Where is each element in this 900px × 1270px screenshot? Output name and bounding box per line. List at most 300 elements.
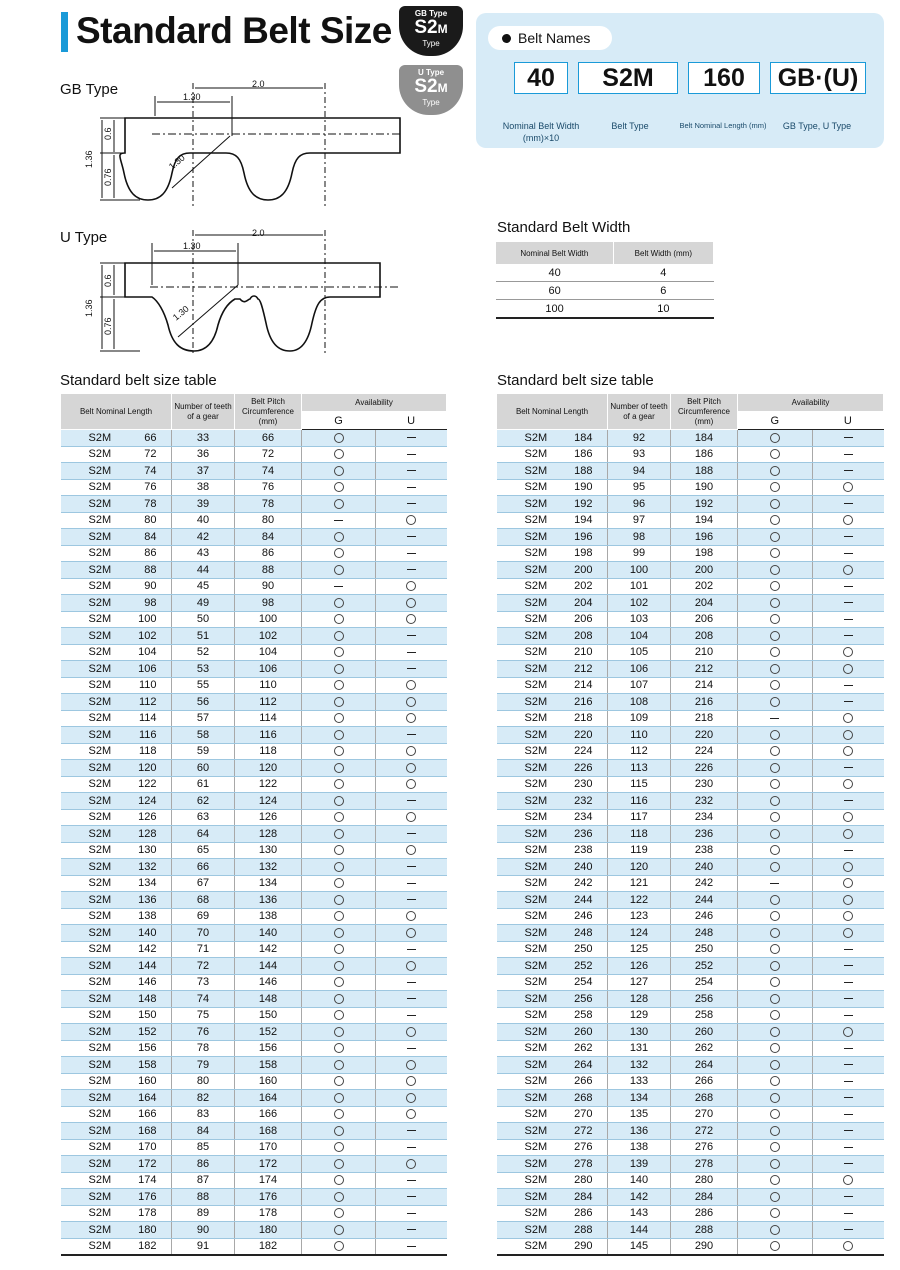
availability-u (376, 1123, 447, 1140)
belt-prefix: S2M (88, 464, 112, 477)
belt-length: 140 (138, 926, 157, 939)
availability-g (738, 644, 813, 661)
belt-length: 270 (574, 1108, 593, 1121)
unavailable-dash-icon (407, 800, 416, 801)
belt-length: 218 (574, 712, 593, 725)
available-circle-icon (770, 812, 780, 822)
pitch-circumference: 98 (235, 595, 302, 612)
available-circle-icon (770, 515, 780, 525)
pitch-circumference: 122 (235, 776, 302, 793)
available-circle-icon (770, 1126, 780, 1136)
availability-u (812, 743, 883, 760)
availability-g (738, 1139, 813, 1156)
table-row (61, 661, 447, 678)
belt-prefix: S2M (524, 761, 548, 774)
teeth-count: 95 (608, 479, 671, 496)
availability-u (376, 776, 447, 793)
pitch-circumference: 264 (671, 1057, 738, 1074)
availability-g (738, 430, 813, 447)
available-circle-icon (334, 664, 344, 674)
availability-u (376, 1040, 447, 1057)
belt-length: 180 (138, 1223, 157, 1236)
belt-names-text: Belt Names (518, 30, 591, 46)
available-circle-icon (334, 1060, 344, 1070)
belt-length: 198 (574, 547, 593, 560)
available-circle-icon (843, 746, 853, 756)
belt-length: 146 (138, 976, 157, 989)
pitch-circumference: 188 (671, 463, 738, 480)
table-row (496, 264, 714, 282)
teeth-count: 33 (172, 430, 235, 447)
availability-g (302, 776, 376, 793)
unavailable-dash-icon (844, 503, 853, 504)
unavailable-dash-icon (844, 1130, 853, 1131)
code-variant: GB·(U) (770, 62, 866, 94)
pitch-circumference: 116 (235, 727, 302, 744)
availability-g (738, 1123, 813, 1140)
teeth-count: 110 (608, 727, 671, 744)
availability-u (376, 661, 447, 678)
caption-type: Belt Type (611, 121, 649, 131)
belt-prefix: S2M (524, 646, 548, 659)
pitch-circumference: 262 (671, 1040, 738, 1057)
belt-prefix: S2M (524, 695, 548, 708)
belt-length: 196 (574, 530, 593, 543)
table-row (497, 958, 884, 975)
available-circle-icon (770, 433, 780, 443)
availability-u (376, 710, 447, 727)
availability-g (302, 1007, 376, 1024)
availability-g (302, 727, 376, 744)
pitch-circumference: 84 (235, 529, 302, 546)
table-row (497, 1106, 884, 1123)
caption-length: Belt Nominal Length (mm) (679, 121, 767, 130)
belt-prefix: S2M (88, 860, 112, 873)
available-circle-icon (770, 1076, 780, 1086)
table-row (61, 628, 447, 645)
belt-length: 202 (574, 580, 593, 593)
table-row (497, 1073, 884, 1090)
unavailable-dash-icon (844, 586, 853, 587)
availability-u (376, 826, 447, 843)
belt-length: 98 (144, 596, 157, 609)
unavailable-dash-icon (407, 899, 416, 900)
table-row (61, 545, 447, 562)
teeth-count: 115 (608, 776, 671, 793)
unavailable-dash-icon (844, 470, 853, 471)
availability-u (376, 743, 447, 760)
availability-u (376, 479, 447, 496)
available-circle-icon (843, 647, 853, 657)
available-circle-icon (334, 713, 344, 723)
availability-u (812, 974, 883, 991)
belt-prefix: S2M (524, 778, 548, 791)
table-row (61, 430, 447, 447)
belt-prefix: S2M (524, 1124, 548, 1137)
available-circle-icon (334, 1192, 344, 1202)
available-circle-icon (843, 515, 853, 525)
table-row (497, 644, 884, 661)
unavailable-dash-icon (407, 949, 416, 950)
teeth-count: 127 (608, 974, 671, 991)
table-row (497, 974, 884, 991)
availability-g (738, 1024, 813, 1041)
belt-prefix: S2M (524, 992, 548, 1005)
table-row (497, 859, 884, 876)
teeth-count: 36 (172, 446, 235, 463)
pitch-circumference: 174 (235, 1172, 302, 1189)
table-row (497, 677, 884, 694)
table-row (61, 1238, 447, 1255)
belt-length: 184 (574, 431, 593, 444)
belt-length: 164 (138, 1091, 157, 1104)
available-circle-icon (770, 1175, 780, 1185)
table-row (497, 875, 884, 892)
availability-u (812, 595, 883, 612)
belt-length: 88 (144, 563, 157, 576)
availability-u (812, 710, 883, 727)
belt-prefix: S2M (524, 679, 548, 692)
teeth-count: 84 (172, 1123, 235, 1140)
availability-u (812, 809, 883, 826)
availability-g (738, 793, 813, 810)
available-circle-icon (334, 779, 344, 789)
belt-prefix: S2M (88, 448, 112, 461)
belt-prefix: S2M (88, 1124, 112, 1137)
teeth-count: 99 (608, 545, 671, 562)
availability-u (812, 496, 883, 513)
availability-g (738, 859, 813, 876)
teeth-count: 80 (172, 1073, 235, 1090)
unavailable-dash-icon (844, 1081, 853, 1082)
table-row (61, 1057, 447, 1074)
belt-prefix: S2M (88, 877, 112, 890)
availability-u (812, 925, 883, 942)
table-row (61, 595, 447, 612)
available-circle-icon (843, 928, 853, 938)
unavailable-dash-icon (407, 569, 416, 570)
availability-u (376, 562, 447, 579)
pitch-circumference: 288 (671, 1222, 738, 1239)
availability-u (376, 1238, 447, 1255)
belt-length: 148 (138, 992, 157, 1005)
table-row (497, 710, 884, 727)
availability-u (812, 859, 883, 876)
unavailable-dash-icon (407, 1180, 416, 1181)
available-circle-icon (406, 515, 416, 525)
teeth-count: 71 (172, 941, 235, 958)
belt-length: 168 (138, 1124, 157, 1137)
availability-g (302, 875, 376, 892)
unavailable-dash-icon (844, 1097, 853, 1098)
availability-g (738, 562, 813, 579)
table-row (61, 1172, 447, 1189)
belt-length: 242 (574, 877, 593, 890)
belt-prefix: S2M (524, 811, 548, 824)
availability-g (302, 958, 376, 975)
available-circle-icon (334, 433, 344, 443)
pitch-circumference: 256 (671, 991, 738, 1008)
u-dim-bottom: 0.76 (103, 317, 113, 335)
teeth-count: 52 (172, 644, 235, 661)
teeth-count: 56 (172, 694, 235, 711)
belt-length: 170 (138, 1141, 157, 1154)
teeth-count: 123 (608, 908, 671, 925)
pitch-circumference: 202 (671, 578, 738, 595)
table-row (497, 1222, 884, 1239)
belt-prefix: S2M (88, 563, 112, 576)
belt-prefix: S2M (88, 844, 112, 857)
belt-prefix: S2M (88, 497, 112, 510)
availability-u (376, 892, 447, 909)
belt-prefix: S2M (88, 1075, 112, 1088)
belt-length: 152 (138, 1025, 157, 1038)
belt-length: 122 (138, 778, 157, 791)
badge-u-line3: Type (422, 98, 440, 107)
availability-g (302, 710, 376, 727)
unavailable-dash-icon (770, 883, 779, 884)
pitch-circumference: 132 (235, 859, 302, 876)
belt-prefix: S2M (524, 827, 548, 840)
teeth-count: 78 (172, 1040, 235, 1057)
belt-prefix: S2M (524, 877, 548, 890)
teeth-count: 79 (172, 1057, 235, 1074)
pitch-circumference: 164 (235, 1090, 302, 1107)
teeth-count: 74 (172, 991, 235, 1008)
unavailable-dash-icon (407, 883, 416, 884)
teeth-count: 143 (608, 1205, 671, 1222)
table-row (61, 1139, 447, 1156)
unavailable-dash-icon (407, 437, 416, 438)
available-circle-icon (770, 944, 780, 954)
table-row (61, 793, 447, 810)
pitch-circumference: 158 (235, 1057, 302, 1074)
unavailable-dash-icon (407, 1246, 416, 1247)
belt-prefix: S2M (88, 1223, 112, 1236)
belt-prefix: S2M (88, 926, 112, 939)
availability-g (738, 710, 813, 727)
available-circle-icon (334, 697, 344, 707)
pitch-circumference: 180 (235, 1222, 302, 1239)
unavailable-dash-icon (407, 652, 416, 653)
header-belt-length: Belt Nominal Length (497, 394, 608, 430)
table-row (61, 1090, 447, 1107)
teeth-count: 121 (608, 875, 671, 892)
availability-g (738, 463, 813, 480)
teeth-count: 144 (608, 1222, 671, 1239)
available-circle-icon (334, 746, 344, 756)
teeth-count: 135 (608, 1106, 671, 1123)
unavailable-dash-icon (407, 1130, 416, 1131)
belt-length: 276 (574, 1141, 593, 1154)
availability-g (302, 512, 376, 529)
belt-prefix: S2M (88, 910, 112, 923)
table-row (497, 892, 884, 909)
available-circle-icon (334, 1076, 344, 1086)
belt-length: 132 (138, 860, 157, 873)
availability-g (738, 661, 813, 678)
gb-dim-total: 1.36 (84, 150, 94, 168)
availability-u (376, 644, 447, 661)
u-dim-pitch: 2.0 (252, 228, 265, 238)
teeth-count: 65 (172, 842, 235, 859)
belt-prefix: S2M (88, 811, 112, 824)
belt-prefix: S2M (88, 679, 112, 692)
belt-length: 128 (138, 827, 157, 840)
unavailable-dash-icon (844, 1064, 853, 1065)
belt-prefix: S2M (88, 778, 112, 791)
belt-prefix: S2M (524, 943, 548, 956)
table-row (497, 925, 884, 942)
teeth-count: 73 (172, 974, 235, 991)
unavailable-dash-icon (844, 1114, 853, 1115)
teeth-count: 86 (172, 1156, 235, 1173)
width-header-mm: Belt Width (mm) (613, 242, 713, 264)
teeth-count: 140 (608, 1172, 671, 1189)
availability-u (376, 1024, 447, 1041)
available-circle-icon (770, 482, 780, 492)
table-row (497, 446, 884, 463)
pitch-circumference: 236 (671, 826, 738, 843)
belt-prefix: S2M (88, 1091, 112, 1104)
pitch-circumference: 244 (671, 892, 738, 909)
availability-u (812, 875, 883, 892)
teeth-count: 70 (172, 925, 235, 942)
belt-length: 142 (138, 943, 157, 956)
available-circle-icon (334, 1126, 344, 1136)
table-row (61, 826, 447, 843)
availability-u (812, 562, 883, 579)
belt-length: 136 (138, 893, 157, 906)
available-circle-icon (334, 647, 344, 657)
teeth-count: 103 (608, 611, 671, 628)
table-row (61, 1189, 447, 1206)
teeth-count: 130 (608, 1024, 671, 1041)
pitch-circumference: 210 (671, 644, 738, 661)
teeth-count: 63 (172, 809, 235, 826)
badge-gb-line1: GB Type (414, 9, 448, 18)
nominal-width: 100 (496, 300, 613, 319)
belt-length: 286 (574, 1207, 593, 1220)
availability-u (376, 1007, 447, 1024)
teeth-count: 49 (172, 595, 235, 612)
availability-g (738, 694, 813, 711)
belt-length: 214 (574, 679, 593, 692)
availability-g (302, 908, 376, 925)
availability-g (738, 1106, 813, 1123)
pitch-circumference: 104 (235, 644, 302, 661)
teeth-count: 38 (172, 479, 235, 496)
availability-u (812, 1024, 883, 1041)
table-row (497, 776, 884, 793)
availability-g (738, 743, 813, 760)
available-circle-icon (334, 482, 344, 492)
availability-g (738, 826, 813, 843)
available-circle-icon (770, 598, 780, 608)
teeth-count: 112 (608, 743, 671, 760)
available-circle-icon (770, 680, 780, 690)
belt-length: 124 (138, 794, 157, 807)
availability-u (376, 941, 447, 958)
table-row (497, 1205, 884, 1222)
table-row (497, 545, 884, 562)
pitch-circumference: 66 (235, 430, 302, 447)
available-circle-icon (406, 746, 416, 756)
teeth-count: 92 (608, 430, 671, 447)
teeth-count: 132 (608, 1057, 671, 1074)
available-circle-icon (770, 565, 780, 575)
nominal-width: 40 (496, 264, 613, 282)
belt-prefix: S2M (524, 547, 548, 560)
available-circle-icon (843, 812, 853, 822)
teeth-count: 118 (608, 826, 671, 843)
unavailable-dash-icon (844, 685, 853, 686)
availability-u (812, 958, 883, 975)
available-circle-icon (843, 664, 853, 674)
availability-u (376, 1156, 447, 1173)
badge-gb-unit: M (437, 22, 448, 36)
table-row (61, 1106, 447, 1123)
caption-variant: GB Type, U Type (782, 121, 852, 131)
teeth-count: 88 (172, 1189, 235, 1206)
availability-u (376, 1222, 447, 1239)
teeth-count: 42 (172, 529, 235, 546)
teeth-count: 106 (608, 661, 671, 678)
belt-width-mm: 10 (613, 300, 713, 319)
unavailable-dash-icon (407, 454, 416, 455)
teeth-count: 126 (608, 958, 671, 975)
availability-u (376, 793, 447, 810)
table-row (497, 661, 884, 678)
belt-prefix: S2M (524, 629, 548, 642)
teeth-count: 87 (172, 1172, 235, 1189)
belt-prefix: S2M (88, 1108, 112, 1121)
availability-u (812, 760, 883, 777)
available-circle-icon (770, 862, 780, 872)
belt-length: 244 (574, 893, 593, 906)
belt-length: 186 (574, 448, 593, 461)
unavailable-dash-icon (844, 982, 853, 983)
gb-type-label: GB Type (60, 81, 119, 98)
belt-length: 78 (144, 497, 157, 510)
availability-g (302, 1024, 376, 1041)
available-circle-icon (843, 713, 853, 723)
availability-u (376, 529, 447, 546)
belt-length: 258 (574, 1009, 593, 1022)
available-circle-icon (334, 845, 344, 855)
belt-length: 74 (144, 464, 157, 477)
belt-prefix: S2M (88, 943, 112, 956)
pitch-circumference: 214 (671, 677, 738, 694)
table-row (497, 842, 884, 859)
belt-length: 76 (144, 481, 157, 494)
availability-u (376, 611, 447, 628)
unavailable-dash-icon (844, 850, 853, 851)
table-row (61, 760, 447, 777)
table-row (61, 908, 447, 925)
belt-length: 204 (574, 596, 593, 609)
unavailable-dash-icon (407, 1015, 416, 1016)
available-circle-icon (334, 1208, 344, 1218)
belt-length: 66 (144, 431, 157, 444)
pitch-circumference: 126 (235, 809, 302, 826)
unavailable-dash-icon (844, 454, 853, 455)
belt-prefix: S2M (88, 547, 112, 560)
availability-g (302, 925, 376, 942)
available-circle-icon (770, 548, 780, 558)
pitch-circumference: 272 (671, 1123, 738, 1140)
unavailable-dash-icon (407, 734, 416, 735)
